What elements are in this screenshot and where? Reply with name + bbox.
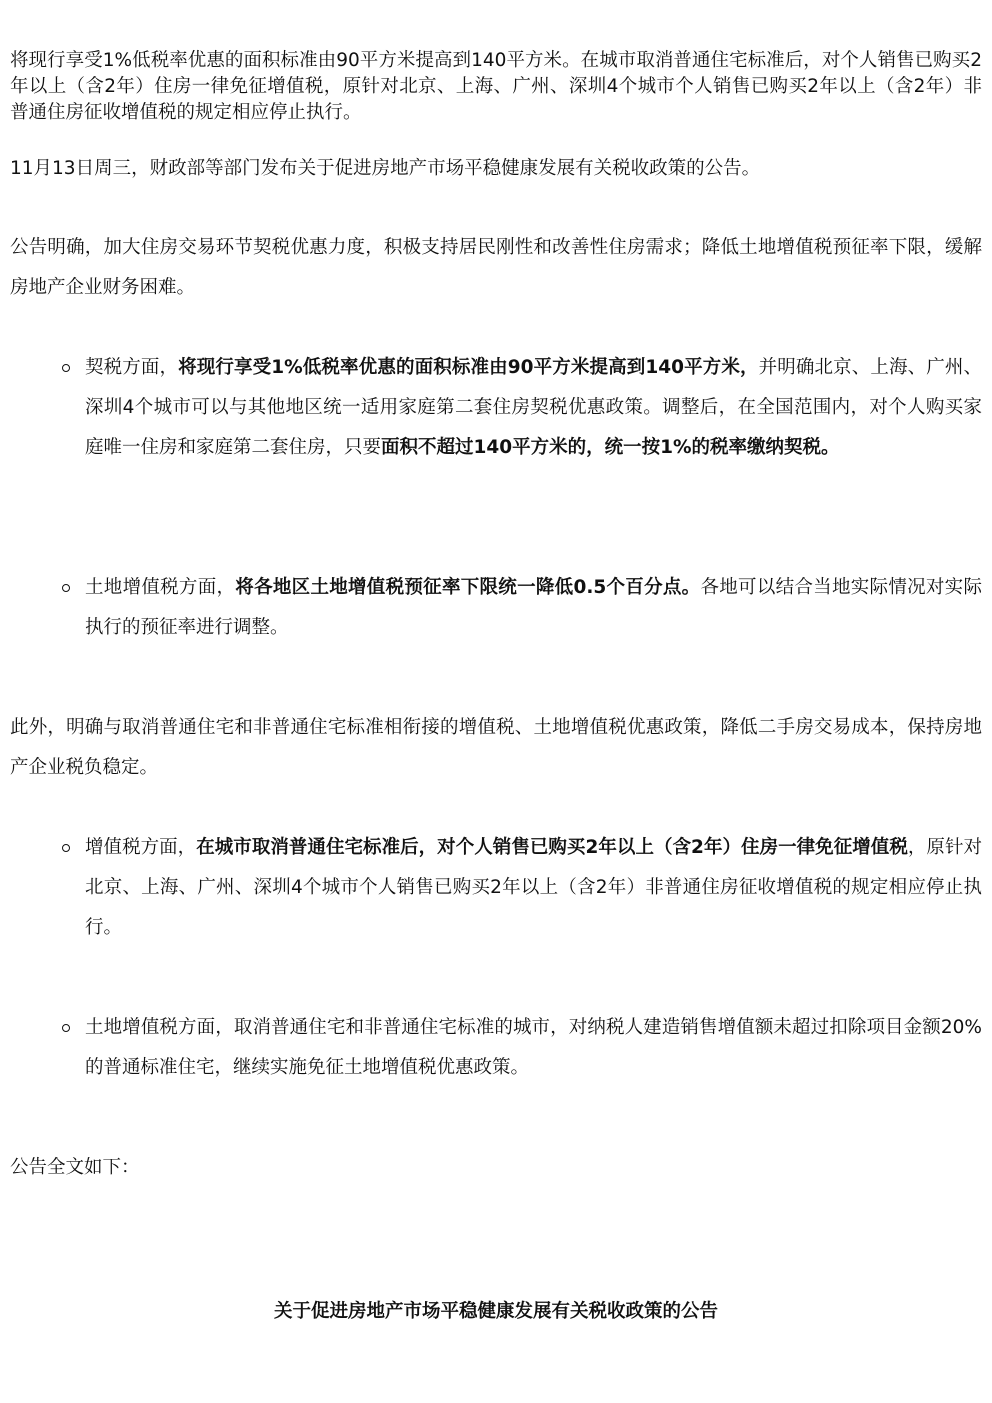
full-text-label-text: 公告全文如下： [10, 1157, 140, 1178]
intro-paragraph [10, 48, 982, 126]
date-paragraph-text: 11月13日周三，财政部等部门发布关于促进房地产市场平稳健康发展有关税收政策的公告。 [10, 158, 761, 179]
land-tax-1-bold: 将各地区土地增值税预征率下限统一降低0.5个百分点。 [235, 577, 701, 598]
vat-tail: ，原针对北京、上海、广州、深圳4个城市个人销售已购买2年以上（含2年）非普通住房征收增值税的规定相应停止执行。 [85, 837, 982, 938]
deed-tax-bold-2: 面积不超过140平方米的，统一按1%的税率缴纳契税。 [381, 437, 840, 458]
besides-paragraph [10, 708, 982, 788]
circle-bullet-icon [62, 844, 72, 854]
deed-tax-middle: 并明确北京、上海、广州、深圳4个城市可以与其他地区统一适用家庭第二套住房契税优惠政策。调整后，在全国范围内，对个人购买家庭唯一住房和家庭第二套住房，只要 [85, 357, 982, 458]
land-tax-list-item-1 [85, 568, 982, 648]
vat-list-item [85, 828, 982, 948]
land-tax-1-tail: 各地可以结合当地实际情况对实际执行的预征率进行调整。 [85, 577, 982, 638]
announcement-paragraph [10, 228, 982, 308]
intro-text: 将现行享受1%低税率优惠的面积标准由90平方米提高到140平方米。在城市取消普通住宅标准后，对个人销售已购买2年以上（含2年）住房一律免征增值税，原针对北京、上海、广州、深圳4个城市个人销售已购买2年以上（含2年）非普通住房征收增值税的规定相应停止执行。 [10, 50, 982, 123]
announcement-paragraph-text: 公告明确，加大住房交易环节契税优惠力度，积极支持居民刚性和改善性住房需求；降低土地增值税预征率下限，缓解房地产企业财务困难。 [10, 237, 982, 298]
document-title-text: 关于促进房地产市场平稳健康发展有关税收政策的公告 [273, 1301, 718, 1322]
land-tax-1-lead: 土地增值税方面， [85, 577, 236, 598]
land-tax-2-text: 土地增值税方面，取消普通住宅和非普通住宅标准的城市，对纳税人建造销售增值额未超过扣除项目金额20%的普通标准住宅，继续实施免征土地增值税优惠政策。 [85, 1017, 982, 1078]
deed-tax-lead: 契税方面， [85, 357, 179, 378]
land-tax-list-item-2 [85, 1008, 982, 1088]
full-text-label [10, 1148, 982, 1188]
circle-bullet-icon [62, 364, 72, 374]
besides-paragraph-text: 此外，明确与取消普通住宅和非普通住宅标准相衔接的增值税、土地增值税优惠政策，降低二手房交易成本，保持房地产企业税负稳定。 [10, 717, 982, 778]
deed-tax-list-item [85, 348, 982, 468]
circle-bullet-icon [62, 584, 72, 594]
vat-bold: 在城市取消普通住宅标准后，对个人销售已购买2年以上（含2年）住房一律免征增值税 [196, 837, 908, 858]
document-title [0, 1292, 992, 1332]
circle-bullet-icon [62, 1024, 72, 1034]
deed-tax-bold-1: 将现行享受1%低税率优惠的面积标准由90平方米提高到140平方米， [178, 357, 759, 378]
date-paragraph [10, 156, 982, 182]
vat-lead: 增值税方面， [85, 837, 197, 858]
